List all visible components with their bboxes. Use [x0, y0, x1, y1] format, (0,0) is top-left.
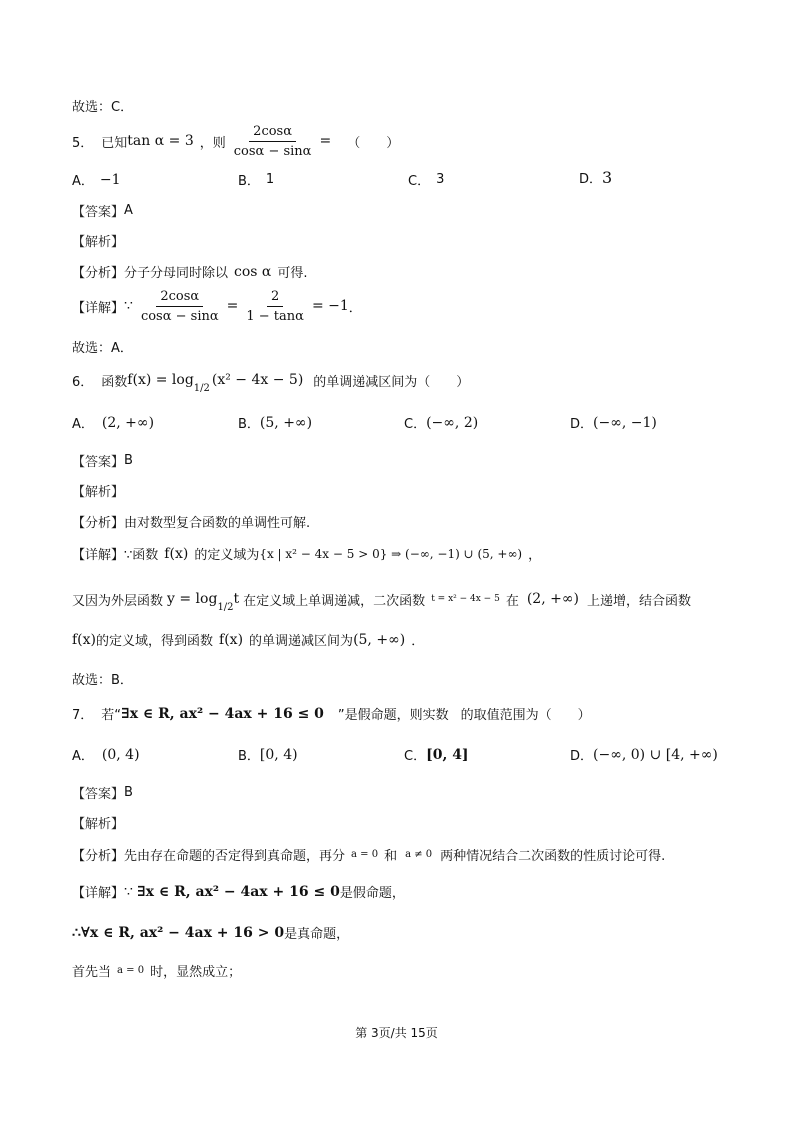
- analysis-label: 【分析】: [72, 516, 125, 531]
- detail-line: [72, 630, 424, 649]
- answer-label: 【答案】: [72, 205, 125, 220]
- detail-text: 上递增，结合函数: [586, 593, 691, 609]
- question-number: 7．: [72, 708, 94, 723]
- analysis-label: 【解析】: [72, 485, 125, 500]
- option-value: [0, 4): [259, 746, 298, 763]
- analysis-text: 由对数型复合函数的单调性可解.: [124, 516, 311, 531]
- question-text: 的单调递减区间为（ ）: [313, 374, 470, 390]
- question-6: [72, 362, 469, 398]
- math-expression: ∃x ∈ R, ax² − 4ax + 16 ≤ 0: [136, 883, 340, 900]
- detail-label: 【详解】: [72, 548, 125, 563]
- fraction-numerator: 2: [267, 289, 283, 307]
- question-text: 若“: [101, 708, 122, 723]
- question-text: 的取值范围为（ ）: [460, 708, 591, 723]
- option-label: A．: [72, 749, 94, 764]
- detail-text: 又因为外层函数: [72, 593, 164, 609]
- answer-value: B: [124, 785, 133, 800]
- math-expression: y = log: [167, 591, 218, 607]
- analysis-heading: [72, 481, 124, 500]
- option-d: [570, 413, 657, 432]
- detail-text: 在: [505, 593, 519, 609]
- detail-text: 在定义域上单调递减，二次函数: [243, 593, 426, 609]
- detail-text: ∵函数: [124, 548, 159, 563]
- answer-value: B: [124, 453, 133, 468]
- option-label: D．: [570, 749, 594, 764]
- question-number: 6．: [72, 374, 94, 390]
- analysis-text: 可得.: [277, 266, 308, 281]
- question-5: [72, 124, 399, 158]
- detail-text: 的定义域，得到函数: [96, 634, 214, 649]
- answer-label: 【答案】: [72, 787, 125, 802]
- math-expression: cos α: [234, 263, 272, 280]
- option-c: [408, 170, 444, 189]
- math-expression: a = 0: [117, 965, 145, 976]
- analysis-text: 和: [384, 849, 398, 864]
- option-label: D．: [570, 417, 594, 432]
- option-label: C．: [404, 417, 427, 432]
- question-number: 5．: [72, 135, 94, 151]
- detail-line: [72, 544, 541, 563]
- log-base: 1/2: [217, 601, 234, 613]
- answer-label: 【答案】: [72, 455, 125, 470]
- option-a: [72, 170, 121, 189]
- option-c: [404, 413, 478, 432]
- math-expression: ∴∀x ∈ R, ax² − 4ax + 16 > 0: [72, 924, 285, 941]
- analysis-label: 【分析】: [72, 266, 125, 281]
- detail-line: [72, 584, 691, 614]
- math-expression: f(x): [164, 545, 189, 562]
- select-text: 故选：A．: [72, 341, 133, 356]
- answer-select-line: [72, 337, 133, 356]
- option-value: (−∞, 0) ∪ [4, +∞): [593, 746, 718, 763]
- fraction: [230, 124, 316, 159]
- detail-text: 的定义域为: [194, 548, 260, 563]
- fraction-numerator: 2cosα: [156, 289, 203, 307]
- math-expression: f(x) = log: [127, 372, 194, 388]
- because-symbol: ∵: [124, 298, 133, 314]
- option-c: [404, 745, 469, 764]
- detail-text: 时，显然成立；: [150, 965, 242, 980]
- answer-select-line: [72, 669, 133, 688]
- answer-line: [72, 451, 133, 470]
- answer-select-line: [72, 96, 133, 115]
- equals-sign: =: [319, 133, 332, 149]
- question-text: ”是假命题，则实数: [337, 708, 449, 723]
- option-b: [238, 413, 312, 432]
- math-expression: a ≠ 0: [405, 849, 433, 860]
- detail-text: 的单调递减区间为: [249, 634, 354, 649]
- analysis-text: 两种情况结合二次函数的性质讨论可得.: [440, 849, 666, 864]
- page-footer: 第 3页/共 15页: [355, 1026, 438, 1040]
- detail-text: 首先当: [72, 965, 112, 980]
- because-symbol: ∵: [124, 883, 133, 900]
- option-label: B．: [238, 749, 260, 764]
- question-7: [72, 704, 591, 723]
- detail-label: 【详解】: [72, 300, 125, 316]
- option-value: (5, +∞): [259, 414, 313, 431]
- select-text: 故选：C．: [72, 100, 134, 115]
- fraction-denominator: cosα − sinα: [140, 308, 219, 324]
- detail-text: 是假命题，: [339, 886, 405, 901]
- period: ．: [411, 634, 425, 649]
- math-expression: tan α = 3: [127, 133, 194, 149]
- select-text: 故选：B．: [72, 673, 133, 688]
- option-label: D．: [579, 172, 603, 187]
- option-value: 3: [602, 168, 613, 187]
- question-text: 已知: [101, 135, 128, 151]
- option-value: (0, 4): [101, 746, 140, 763]
- math-expression: {x | x² − 4x − 5 > 0} ⇒ (−∞, −1) ∪ (5, +∞): [259, 546, 523, 561]
- option-label: B．: [238, 417, 260, 432]
- analysis-heading: [72, 231, 124, 250]
- option-label: B．: [238, 174, 260, 189]
- option-b: [238, 170, 274, 189]
- math-expression: ∃x ∈ R, ax² − 4ax + 16 ≤ 0: [121, 705, 324, 722]
- option-value: [0, 4]: [426, 746, 469, 763]
- analysis-heading: [72, 813, 124, 832]
- answer-value: A: [124, 203, 133, 218]
- option-label: C．: [404, 749, 427, 764]
- detail-text: 是真命题，: [284, 927, 350, 942]
- analysis-label: 【解析】: [72, 817, 125, 832]
- option-d: [579, 168, 612, 187]
- answer-blank: （ ）: [347, 135, 400, 151]
- log-base: 1/2: [193, 382, 210, 394]
- equals-sign: =: [226, 298, 239, 314]
- analysis-text: 先由存在命题的否定得到真命题，再分: [124, 849, 346, 864]
- option-b: [238, 745, 298, 764]
- fraction: [137, 289, 223, 324]
- option-label: A．: [72, 417, 94, 432]
- math-expression: (x² − 4x − 5): [211, 372, 304, 388]
- math-expression: f(x): [219, 631, 244, 648]
- math-expression: t = x² − 4x − 5: [431, 594, 500, 604]
- option-label: A．: [72, 174, 94, 189]
- detail-text: ，: [528, 548, 542, 563]
- fraction-denominator: cosα − sinα: [233, 143, 312, 159]
- option-value: (−∞, 2): [426, 414, 479, 431]
- option-label: C．: [408, 174, 431, 189]
- analysis-line: [72, 845, 665, 864]
- answer-line: [72, 783, 133, 802]
- analysis-text: 分子分母同时除以: [124, 266, 229, 281]
- option-value: −1: [99, 171, 121, 188]
- math-expression: f(x): [72, 631, 97, 648]
- option-value: 3: [436, 172, 445, 187]
- analysis-label: 【解析】: [72, 235, 125, 250]
- analysis-line: [72, 262, 308, 281]
- math-expression: (5, +∞): [353, 631, 406, 648]
- detail-line: [72, 286, 362, 326]
- math-expression: (2, +∞): [526, 591, 579, 607]
- period: ．: [348, 300, 362, 316]
- detail-line: [72, 923, 349, 942]
- answer-line: [72, 201, 133, 220]
- option-d: [570, 745, 718, 764]
- detail-label: 【详解】: [72, 886, 125, 901]
- option-value: (2, +∞): [101, 414, 155, 431]
- option-value: 1: [265, 172, 275, 187]
- option-a: [72, 413, 154, 432]
- option-a: [72, 745, 140, 764]
- question-text: ，则: [199, 135, 226, 151]
- detail-line: [72, 882, 405, 901]
- fraction-denominator: 1 − tanα: [246, 308, 304, 324]
- fraction-numerator: 2cosα: [249, 124, 296, 142]
- detail-line: [72, 961, 241, 980]
- analysis-label: 【分析】: [72, 849, 125, 864]
- question-text: 函数: [101, 374, 128, 390]
- math-expression: a = 0: [351, 849, 379, 860]
- fraction: [242, 289, 308, 324]
- result: = −1: [311, 298, 349, 314]
- analysis-line: [72, 512, 310, 531]
- math-expression: t: [233, 591, 240, 607]
- option-value: (−∞, −1): [593, 414, 657, 431]
